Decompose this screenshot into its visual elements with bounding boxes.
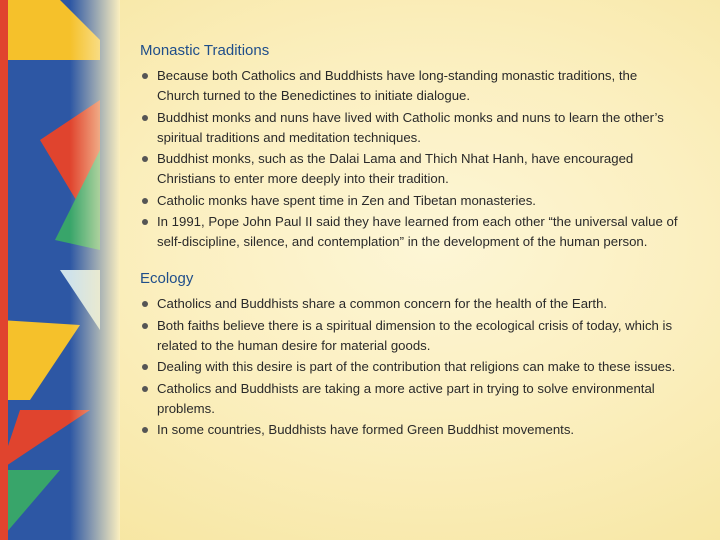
bullet-icon (142, 115, 148, 121)
bullet-text: Buddhist monks and nuns have lived with Catholic monks and nuns to learn the other’s spiritual traditions and meditation techniques. (157, 109, 664, 145)
bullet-icon (142, 219, 148, 225)
bullet-text: Catholic monks have spent time in Zen and Tibetan monasteries. (157, 192, 536, 208)
list-item (140, 212, 680, 252)
slide-content (140, 40, 680, 442)
bullet-list (140, 66, 680, 252)
bullet-text: Because both Catholics and Buddhists have long-standing monastic traditions, the Church turned to the Benedictines to initiate dialogue. (157, 68, 638, 103)
deco-red-edge (0, 0, 8, 540)
bullet-text: Catholics and Buddhists are taking a more active part in trying to solve environmental problems. (157, 380, 655, 416)
bullet-icon (142, 73, 148, 79)
bullet-text: In some countries, Buddhists have formed Green Buddhist movements. (157, 422, 575, 437)
bullet-text: In 1991, Pope John Paul II said they have learned from each other “the universal value of self-discipline, silence, and contemplation” in the development of the human person. (157, 214, 678, 249)
bullet-icon (142, 364, 148, 370)
deco-fade (70, 0, 120, 540)
bullet-icon (142, 301, 148, 307)
bullet-icon (142, 323, 148, 329)
list-item (140, 294, 680, 314)
bullet-icon (142, 427, 148, 433)
bullet-icon (142, 386, 148, 392)
section-ecology (140, 268, 680, 440)
bullet-text: Both faiths believe there is a spiritual dimension to the ecological crisis of today, which is related to the human desire for material goods. (157, 317, 673, 353)
bullet-text: Dealing with this desire is part of the contribution that religions can make to these issues. (157, 359, 676, 374)
section-monastic-traditions (140, 40, 680, 252)
list-item (140, 357, 680, 377)
list-item (140, 191, 680, 211)
bullet-text: Buddhist monks, such as the Dalai Lama and Thich Nhat Hanh, have encouraged Christians to enter more deeply into their tradition. (157, 151, 634, 186)
list-item (140, 66, 680, 106)
bullet-list (140, 294, 680, 440)
section-title: Monastic Traditions (140, 42, 270, 59)
list-item (140, 108, 680, 148)
list-item (140, 420, 680, 440)
bullet-text: Catholics and Buddhists share a common concern for the health of the Earth. (157, 296, 608, 311)
bullet-icon (142, 198, 148, 204)
list-item (140, 379, 680, 419)
list-item (140, 149, 680, 189)
decorative-side-panel (0, 0, 120, 540)
section-title: Ecology (140, 270, 194, 287)
list-item (140, 316, 680, 356)
bullet-icon (142, 156, 148, 162)
